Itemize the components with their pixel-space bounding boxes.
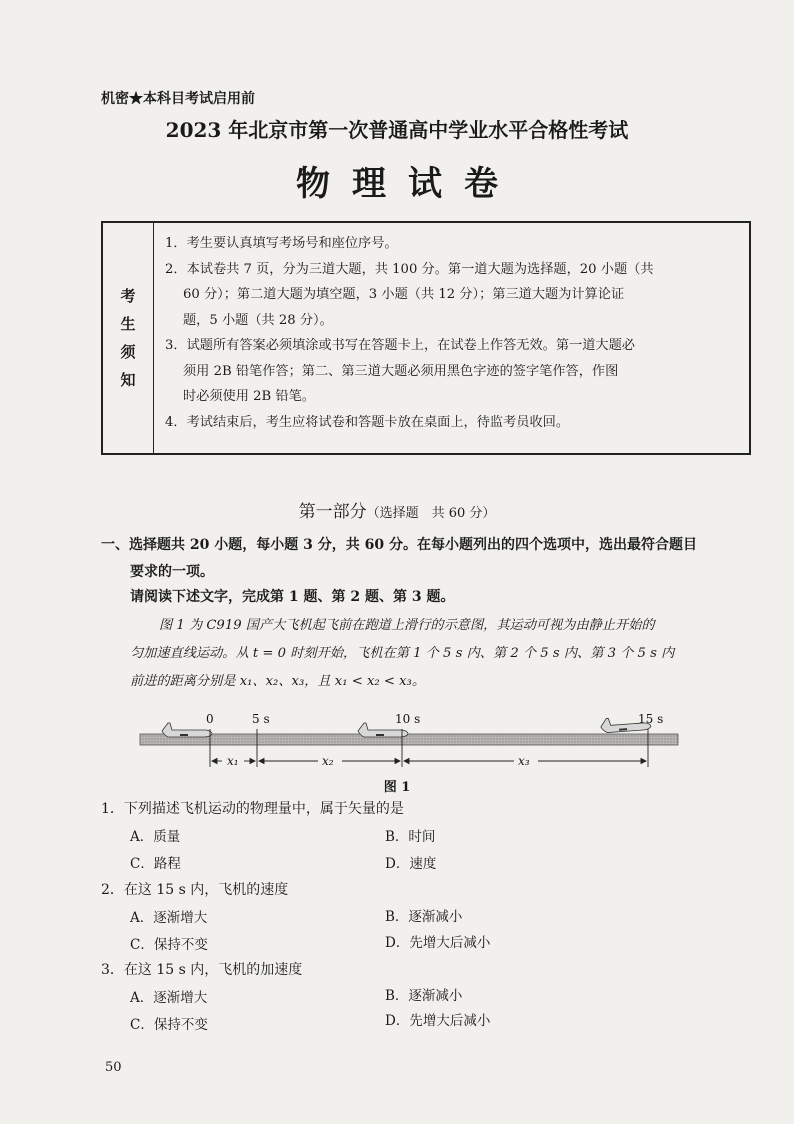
- question-1-option-c: C．路程: [130, 856, 181, 872]
- passage-line: 前进的距离分别是 x₁、x₂、x₃，且 x₁ < x₂ < x₃。: [130, 674, 426, 689]
- distance-label: x₃: [518, 754, 530, 768]
- notice-line: 3．试题所有答案必须填涂或书写在答题卡上，在试卷上作答无效。第一道大题必: [165, 338, 635, 353]
- part-title: [0, 497, 794, 522]
- distance-label: x₁: [227, 754, 239, 768]
- airplane-icon: [162, 723, 212, 737]
- question-1-option-b: B．时间: [385, 829, 436, 845]
- question-1-stem: 1．下列描述飞机运动的物理量中，属于矢量的是: [101, 801, 404, 817]
- runway: [140, 734, 678, 745]
- notice-box: [101, 221, 751, 455]
- time-label: 0: [206, 712, 214, 726]
- time-label: 15 s: [638, 712, 664, 726]
- notice-line: 时必须使用 2B 铅笔。: [183, 389, 315, 404]
- figure-caption: 图 1: [383, 780, 411, 795]
- confidential-mark: 机密★本科目考试启用前: [101, 91, 255, 107]
- question-3-option-d: D．先增大后减小: [385, 1013, 491, 1029]
- question-2-option-c: C．保持不变: [130, 937, 208, 953]
- notice-label-char: 生: [120, 315, 136, 333]
- question-3-option-c: C．保持不变: [130, 1017, 208, 1033]
- distance-label: x₂: [322, 754, 334, 768]
- part-title-main: 第一部分: [298, 502, 367, 522]
- time-label: 10 s: [395, 712, 421, 726]
- part-title-note: （选择题 共 60 分）: [366, 506, 496, 521]
- notice-line: 2．本试卷共 7 页，分为三道大题，共 100 分。第一道大题为选择题，20 小题（共: [165, 261, 654, 277]
- passage-line: 匀加速直线运动。从 t = 0 时刻开始，飞机在第 1 个 5 s 内、第 2 个 5 s 内、第 3 个 5 s 内: [130, 646, 675, 661]
- notice-label: [103, 223, 154, 453]
- section-heading-line: 要求的一项。: [130, 564, 214, 580]
- notice-line: 1．考生要认真填写考场号和座位序号。: [165, 236, 398, 251]
- question-1-option-d: D．速度: [385, 856, 437, 872]
- question-2-option-d: D．先增大后减小: [385, 935, 491, 951]
- subject-title: 物理试卷: [296, 164, 520, 204]
- question-2-option-b: B．逐渐减小: [385, 909, 463, 925]
- notice-label-char: 知: [120, 371, 136, 389]
- passage: [130, 612, 692, 696]
- notice-line: 须用 2B 铅笔作答；第二、第三道大题必须用黑色字迹的签字笔作答，作图: [183, 363, 619, 379]
- question-2-option-a: A．逐渐增大: [130, 910, 208, 926]
- page-number: 50: [105, 1060, 122, 1075]
- question-3-option-a: A．逐渐增大: [130, 990, 208, 1006]
- notice-line: 60 分）；第二道大题为填空题，3 小题（共 12 分）；第三道大题为计算论证: [183, 287, 625, 302]
- exam-title: 2023 年北京市第一次普通高中学业水平合格性考试: [165, 118, 629, 142]
- notice-items: [165, 231, 739, 435]
- section-heading: [101, 532, 701, 586]
- question-3-option-b: B．逐渐减小: [385, 988, 463, 1004]
- question-3-stem: 3．在这 15 s 内，飞机的加速度: [101, 962, 303, 978]
- notice-line: 4．考试结束后，考生应将试卷和答题卡放在桌面上，待监考员收回。: [165, 414, 570, 430]
- section-heading-line: 一、选择题共 20 小题，每小题 3 分，共 60 分。在每小题列出的四个选项中，选出最符合题目: [101, 537, 697, 553]
- notice-line: 题，5 小题（共 28 分）。: [183, 312, 333, 328]
- passage-line: 图 1 为 C919 国产大飞机起飞前在跑道上滑行的示意图，其运动可视为由静止开始的: [159, 618, 655, 633]
- reading-instruction: 请阅读下述文字，完成第 1 题、第 2 题、第 3 题。: [130, 589, 455, 605]
- time-label: 5 s: [252, 712, 270, 726]
- notice-label-char: 须: [120, 343, 136, 361]
- notice-label-char: 考: [120, 287, 136, 305]
- question-2-stem: 2．在这 15 s 内，飞机的速度: [101, 882, 289, 898]
- question-1-option-a: A．质量: [130, 829, 181, 845]
